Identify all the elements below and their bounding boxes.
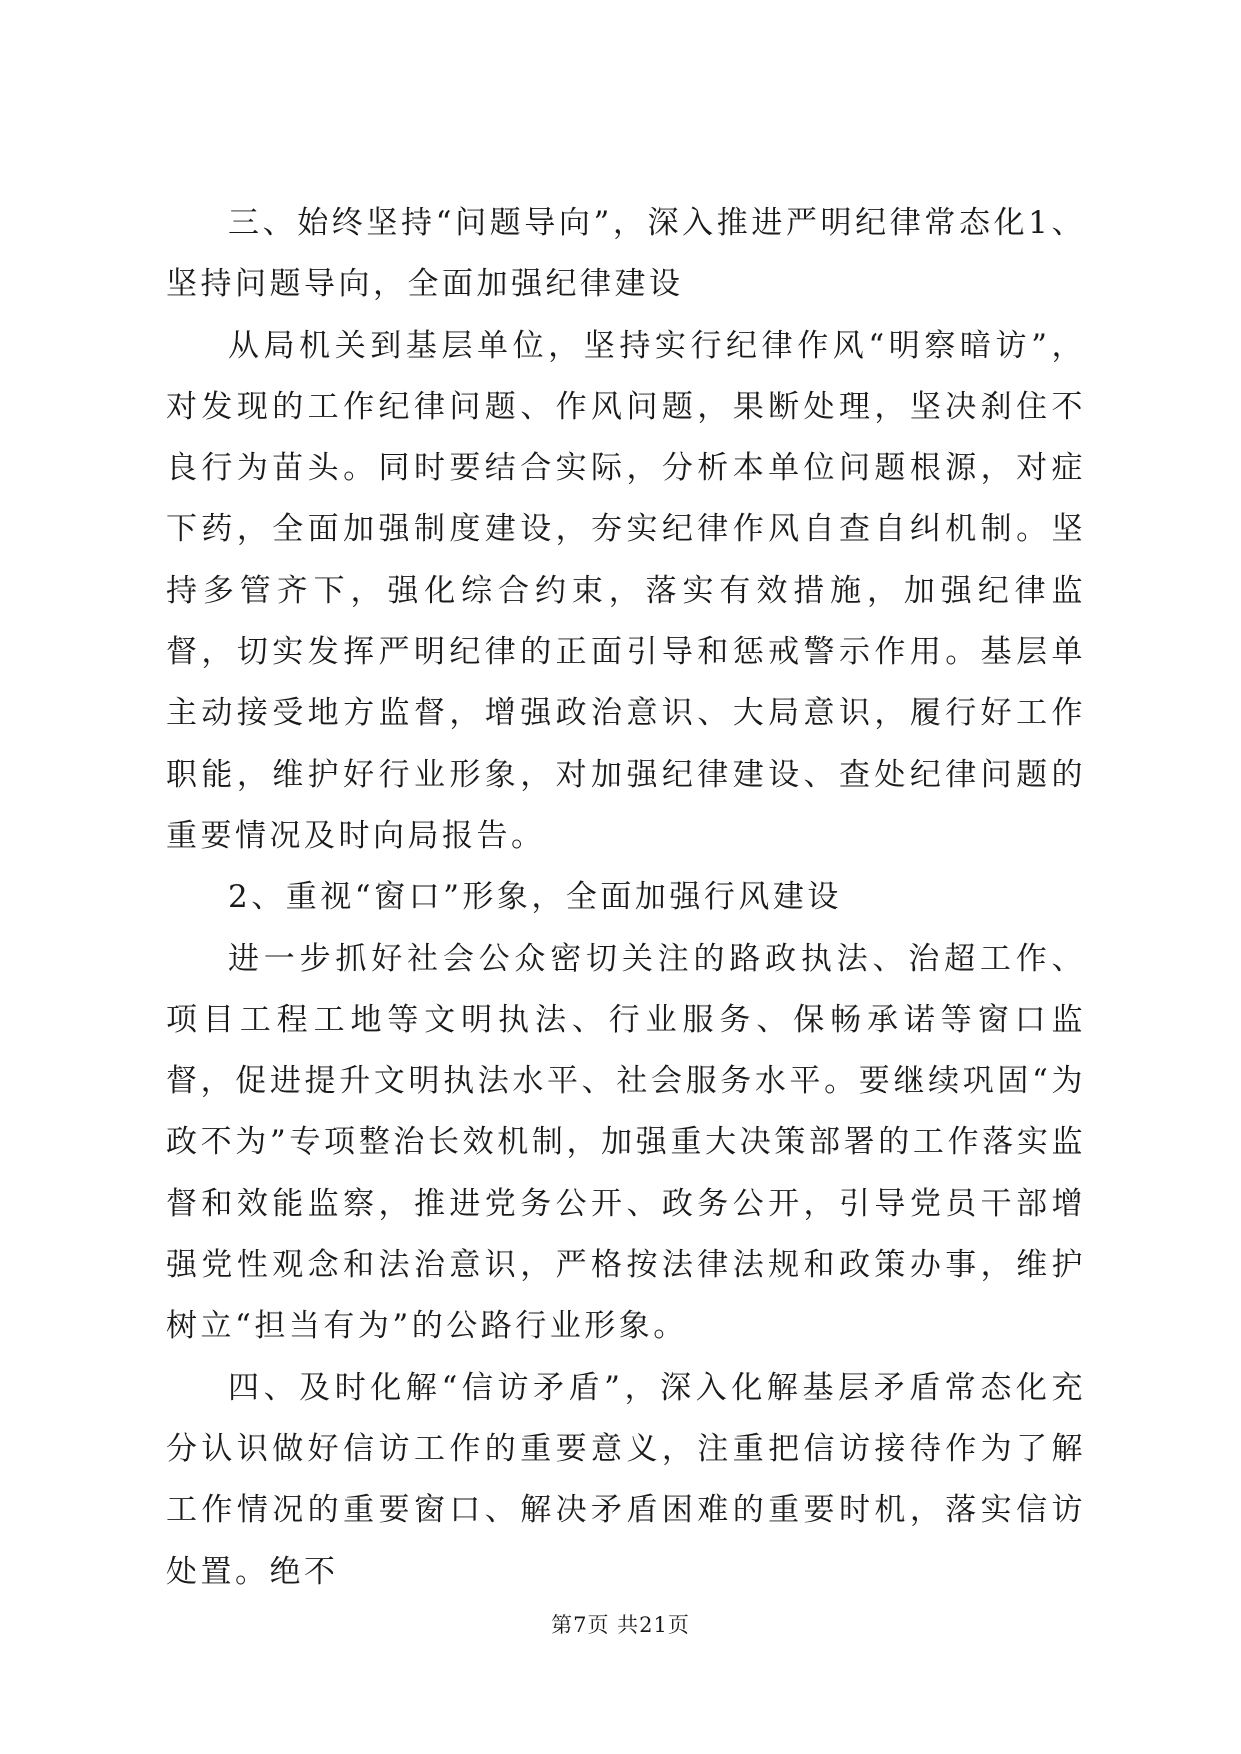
document-body	[166, 193, 1086, 1603]
body-paragraph-discipline: 从局机关到基层单位，坚持实行纪律作风“明察暗访”，对发现的工作纪律问题、作风问题，果断处理，坚决刹住不良行为苗头。同时要结合实际，分析本单位问题根源，对症下药，全面加强制度建设，夯实纪律作风自查自纠机制。坚持多管齐下，强化综合约束，落实有效措施，加强纪律监督，切实发挥严明纪律的正面引导和惩戒警示作用。基层单主动接受地方监督，增强政治意识、大局意识，履行好工作职能，维护好行业形象，对加强纪律建设、查处纪律问题的重要情况及时向局报告。	[166, 327, 1086, 854]
section-heading-3: 三、始终坚持“问题导向”，深入推进严明纪律常态化1、坚持问题导向，全面加强纪律建设	[166, 205, 1086, 303]
page-number-footer: 第7页 共21页	[551, 1613, 690, 1637]
subsection-heading-2: 2、重视“窗口”形象，全面加强行风建设	[228, 879, 842, 916]
section-heading-4: 四、及时化解“信访矛盾”，深入化解基层矛盾常态化充分认识做好信访工作的重要意义，注重把信访接待作为了解工作情况的重要窗口、解决矛盾困难的重要时机，落实信访处置。绝不	[166, 1369, 1086, 1590]
body-paragraph-window-image: 进一步抓好社会公众密切关注的路政执法、治超工作、项目工程工地等文明执法、行业服务、保畅承诺等窗口监督，促进提升文明执法水平、社会服务水平。要继续巩固“为政不为”专项整治长效机制，加强重大决策部署的工作落实监督和效能监察，推进党务公开、政务公开，引导党员干部增强党性观念和法治意识，严格按法律法规和政策办事，维护树立“担当有为”的公路行业形象。	[166, 940, 1086, 1345]
